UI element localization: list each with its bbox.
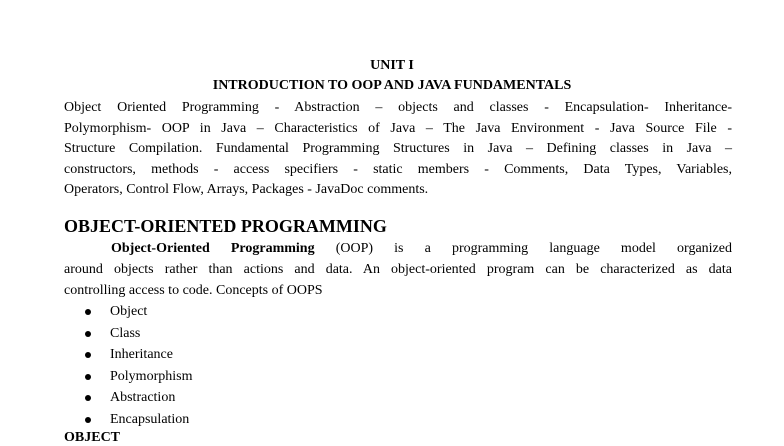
bullet-icon [85, 309, 91, 315]
syllabus-line: Polymorphism- OOP in Java – Characteristics of Java – The Java Environment - Java Source File - [64, 120, 732, 136]
bullet-icon [85, 331, 91, 337]
concept-label: Encapsulation [110, 411, 190, 427]
syllabus-line: Operators, Control Flow, Arrays, Packages - JavaDoc comments. [64, 182, 429, 197]
syllabus-line: Structure Compilation. Fundamental Programming Structures in Java – Defining classes in Java – [64, 141, 732, 156]
list-item [84, 387, 192, 409]
bullet-icon [85, 417, 91, 423]
concept-label: Polymorphism [110, 368, 193, 384]
list-item [84, 344, 192, 366]
concept-label: Class [110, 325, 141, 341]
syllabus-paragraph [64, 98, 732, 201]
list-item [84, 323, 192, 345]
concept-label: Inheritance [110, 347, 173, 362]
list-item [84, 409, 192, 431]
unit-title: INTRODUCTION TO OOP AND JAVA FUNDAMENTALS [212, 78, 572, 93]
oop-term: Object-Oriented Programming [111, 241, 315, 256]
paragraph-line [64, 238, 732, 259]
oop-definition-paragraph [64, 238, 732, 301]
list-item [84, 301, 192, 323]
syllabus-line: constructors, methods - access specifiers - static members - Comments, Data Types, Variables, [64, 161, 732, 177]
next-section-heading: OBJECT [64, 430, 121, 445]
concept-label: Abstraction [110, 390, 176, 405]
bullet-icon [85, 395, 91, 401]
oops-concepts-list [84, 301, 192, 430]
section-title: OBJECT-ORIENTED PROGRAMMING [64, 216, 387, 236]
paragraph-line: controlling access to code. Concepts of OOPS [64, 283, 323, 298]
list-item [84, 366, 192, 388]
syllabus-line: Object Oriented Programming - Abstraction – objects and classes - Encapsulation- Inheritance- [64, 100, 732, 115]
paragraph-line: around objects rather than actions and data. An object-oriented program can be characterized as data [64, 262, 732, 277]
unit-number: UNIT I [370, 58, 414, 73]
bullet-icon [85, 352, 91, 358]
concept-label: Object [110, 304, 148, 319]
bullet-icon [85, 374, 91, 380]
paragraph-line-rest: (OOP) is a programming language model organized [335, 241, 732, 256]
